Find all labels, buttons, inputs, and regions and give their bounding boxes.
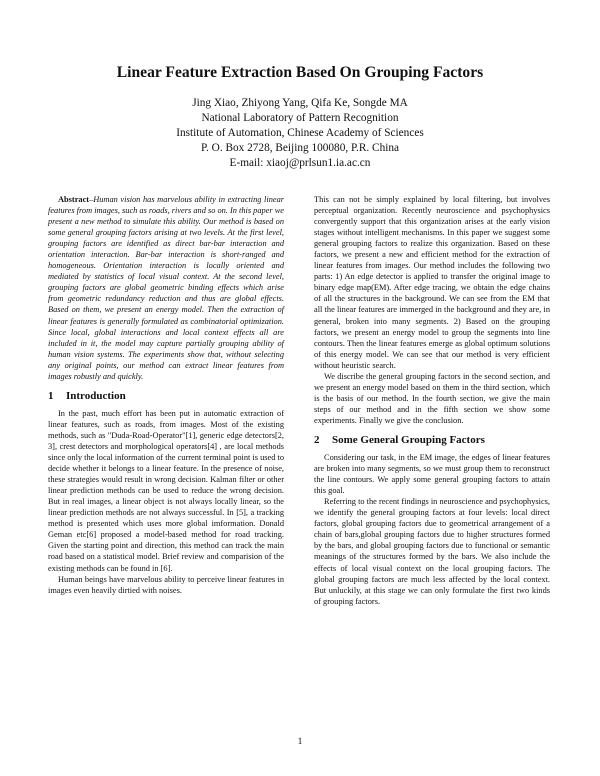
section-2-title: Some General Grouping Factors xyxy=(332,433,485,446)
intro-paragraph-4: We discribe the general grouping factors in the second section, and we present an energy model based on them in the third section, which is the basis of our method. In the fourth section, we give the main steps of our method and in the fifth section we show some experiments. Finally we give the conclusion. xyxy=(314,371,550,425)
postal-address: P. O. Box 2728, Beijing 100080, P.R. China xyxy=(200,141,400,154)
author-names: Jing Xiao, Zhiyong Yang, Qifa Ke, Songde MA xyxy=(192,97,408,109)
abstract-label: Abstract xyxy=(58,195,90,204)
email-address: E-mail: xiaoj@prlsun1.ia.ac.cn xyxy=(229,156,371,169)
intro-paragraph-1: In the past, much effort has been put in automatic extraction of linear features, such as roads, from images. Most of the existing methods, such as "Duda-Road-Operator"[1], generic edge detectors[2, 3], crest detectors and morphological operators[4] , are local methods since only the local information of the current terminal point is used to decide whether it belongs to a linear feature. In the presence of noise, these strategies would result in wrong decision. Kalman filter or other linear prediction methods can be used to reduce the wrong decision. But in real images, a linear object is not always locally linear, so the linear prediction methods are not always successful. In [5], a tracking method is presented which uses more global imformation. Donald Geman etc[6] proposed a model-based method for road tracking. Given the starting point and direction, this method can track the main road based on a statistical model. Brief review and comparision of the existing methods can be found in [6]. xyxy=(48,408,284,573)
author-block xyxy=(40,96,560,171)
section-1-title: Introduction xyxy=(66,389,126,402)
paper-title: Linear Feature Extraction Based On Grouping Factors xyxy=(116,64,484,81)
abstract xyxy=(48,194,284,382)
abstract-text: –Human vision has marvelous ability in extracting linear features from images, such as roads, rivers and so on. In this paper we present a new method to simulate this ability. Our method is based on some general grouping factors arising at two levels. At the first level, grouping factors are identified as direct bar-bar interaction and orientation interaction. Bar-bar interaction is short-ranged and homogeneous. Orientation interaction is locally oriented and mediated by statistics of local visual context. At the second level, grouping factors are global geometric binding effects which arise from geometric redundancy reduction and thus are global effects. Based on them, we present an energy model. Then the extraction of linear features is generally formulated as combinatorial optimization. Since local, global interactions and local context effects all are included in it, the model may capture partially grouping ability of human vision systems. The experiments show that, without selecting any original points, our method can extract linear features from images robustly and quickly. xyxy=(48,195,284,381)
section-2-number: 2 xyxy=(314,433,320,446)
section-2-paragraph-2: Referring to the recent findings in neuroscience and psychophysics, we identify the general grouping factors at four levels: local direct factors, global grouping factors due to geometrical arrangement of a chain of bars,global grouping factors due to higher structures formed by the bars, and global grouping factors due to functional or semantic meanings of the structures formed by the bars. We also include the effects of local visual context on the local grouping factors. The global grouping factors are much less affected by the local context. But unluckily, at this stage we can only formulate the first two kinds of grouping factors. xyxy=(314,497,550,606)
left-column xyxy=(48,194,284,596)
section-2-heading xyxy=(314,435,550,446)
page-number: 1 xyxy=(297,737,303,747)
section-1-number: 1 xyxy=(48,389,54,402)
affiliation-lab: National Laboratory of Pattern Recognition xyxy=(201,111,399,124)
right-column xyxy=(314,194,550,607)
section-1-heading xyxy=(48,391,284,402)
intro-paragraph-2: Human beings have marvelous ability to perceive linear features in images even heavily dirtied with noises. xyxy=(48,574,284,595)
affiliation-institute: Institute of Automation, Chinese Academy of Sciences xyxy=(176,126,424,139)
section-2-paragraph-1: Considering our task, in the EM image, the edges of linear features are broken into many segments, so we must group them to reconstruct the line contours. We apply some general grouping factors to attain this goal. xyxy=(314,453,550,496)
intro-paragraph-3: This can not be simply explained by local filtering, but involves perceptual organization. Recently neuroscience and psychophysics convergently support that this organization arises at the early vision stages without intelligent mechanisms. In this paper we suggest some general grouping factors to realize this organization. Based on these factors, we present a new and efficient method for the extraction of linear features from images. Our method includes the following two parts: 1) An edge detector is applied to transfer the original image to binary edge map(EM). After edge tracing, we obtain the edge chains of all the structures in the background. We can see from the EM that all the linear features are immerged in the background and they are, in general, broken into many segments. 2) Based on the grouping factors, we present an energy model to group the segments into line contours. Then the linear features emerge as global optimum solutions of this energy model. We can see that our method is very efficient without heuristic search. xyxy=(314,195,550,370)
